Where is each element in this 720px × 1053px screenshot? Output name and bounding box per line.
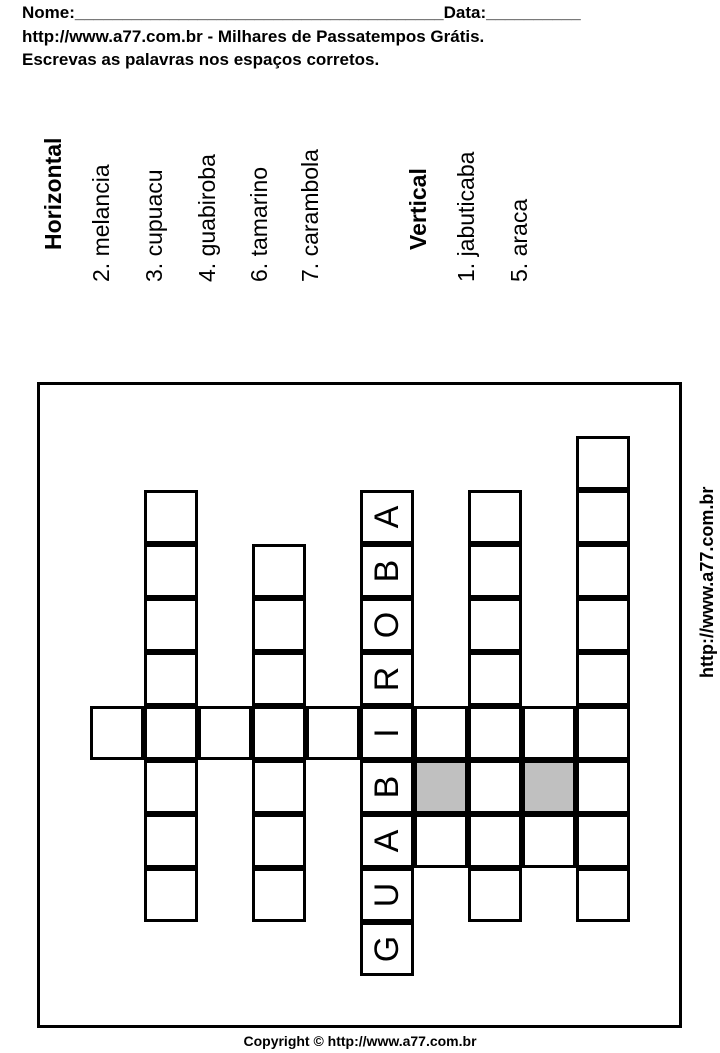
grid-cell[interactable] [522,706,576,760]
grid-letter: R [368,666,406,692]
grid-cell[interactable] [360,814,414,868]
grid-cell[interactable] [468,706,522,760]
side-url: http://www.a77.com.br [697,486,717,678]
grid-cell[interactable] [576,760,630,814]
grid-cell[interactable] [144,490,198,544]
grid-cell[interactable] [360,760,414,814]
grid-cell[interactable] [576,598,630,652]
horizontal-clues-title: Horizontal [40,137,66,250]
grid-cell[interactable] [576,490,630,544]
grid-cell[interactable] [576,544,630,598]
grid-cell[interactable] [360,868,414,922]
grid-cell[interactable] [252,598,306,652]
grid-cell[interactable] [144,652,198,706]
grid-cell[interactable] [468,760,522,814]
grid-cell[interactable] [522,814,576,868]
clue-horizontal-3: 3. cupuacu [141,169,167,282]
grid-cell[interactable] [360,652,414,706]
clue-horizontal-7: 7. carambola [297,149,323,282]
name-date-line: Nome:_______________________________________Data:__________ [22,3,581,22]
clue-vertical-5: 5. araca [506,198,532,282]
grid-cell[interactable] [252,814,306,868]
grid-cell[interactable] [144,868,198,922]
clue-horizontal-6: 6. tamarino [246,166,272,282]
grid-cell[interactable] [468,544,522,598]
clue-vertical-1: 1. jabuticaba [453,151,479,282]
grid-cell[interactable] [252,652,306,706]
instructions-line: Escrevas as palavras nos espaços corretos. [22,50,380,69]
grid-letter: O [368,611,406,639]
grid-cell[interactable] [306,706,360,760]
grid-cell[interactable] [252,706,306,760]
grid-cell[interactable] [252,544,306,598]
grid-cell[interactable] [576,436,630,490]
clue-horizontal-2: 2. melancia [88,164,114,282]
grid-cell[interactable] [360,598,414,652]
clue-horizontal-4: 4. guabiroba [194,154,220,282]
grid-cell[interactable] [468,490,522,544]
grid-cell[interactable] [144,706,198,760]
grid-cell[interactable] [360,544,414,598]
grid-cell[interactable] [414,814,468,868]
site-title-line: http://www.a77.com.br - Milhares de Passatempos Grátis. [22,27,485,46]
grid-cell[interactable] [360,706,414,760]
grid-letter: B [368,775,406,799]
grid-cell[interactable] [252,760,306,814]
copyright-footer: Copyright © http://www.a77.com.br [243,1033,477,1049]
grid-letter: B [368,559,406,583]
grid-cell[interactable] [468,868,522,922]
grid-cell[interactable] [468,598,522,652]
grid-cell-shaded[interactable] [522,760,576,814]
grid-cell[interactable] [468,814,522,868]
grid-cell[interactable] [252,868,306,922]
grid-cell[interactable] [198,706,252,760]
grid-cell[interactable] [468,652,522,706]
grid-cell[interactable] [360,922,414,976]
grid-cell[interactable] [576,868,630,922]
grid-cell[interactable] [360,490,414,544]
grid-cell[interactable] [576,706,630,760]
grid-cell[interactable] [414,706,468,760]
grid-cell[interactable] [144,598,198,652]
grid-letter: G [368,935,406,963]
grid-letter: I [368,728,406,738]
grid-cell[interactable] [144,760,198,814]
grid-letter: A [368,829,406,853]
grid-cell-shaded[interactable] [414,760,468,814]
grid-cell[interactable] [90,706,144,760]
grid-cell[interactable] [144,814,198,868]
grid-cell[interactable] [576,814,630,868]
grid-letter: A [368,505,406,529]
grid-letter: U [368,882,406,908]
grid-cell[interactable] [144,544,198,598]
vertical-clues-title: Vertical [405,168,431,250]
grid-cell[interactable] [576,652,630,706]
